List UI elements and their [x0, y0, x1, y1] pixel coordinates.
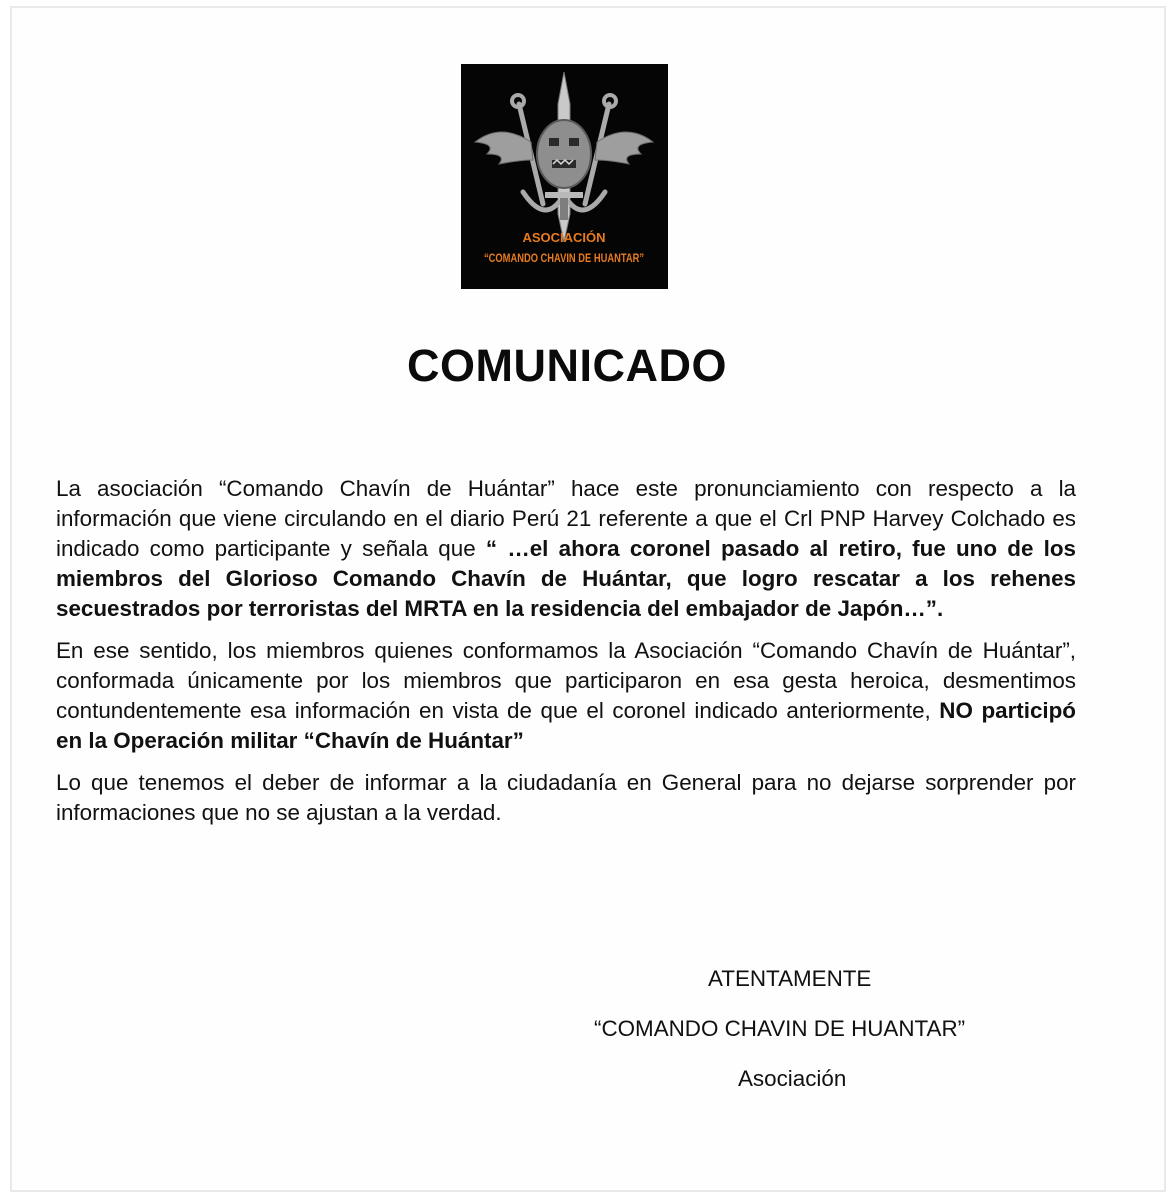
signature-closing: ATENTAMENTE	[708, 966, 872, 991]
paragraph-1-text: La asociación “Comando Chavín de Huántar” hace este pronunciamiento con respecto a la información que viene circulando en el diario Perú 21 referente a que el Crl PNP Harvey Colchado es indicado como participante y señala que	[56, 476, 1076, 561]
paragraph-1-quote: “ …el ahora coronel pasado al retiro, fue uno de los miembros del Glorioso Comando Chavín de Huántar, que logro rescatar a los rehenes secuestrados por terroristas del MRTA en la residencia del embajador de Japón…”.	[56, 536, 1076, 621]
signature-organization: “COMANDO CHAVIN DE HUANTAR”	[594, 1016, 966, 1041]
logo-line-1: ASOCIACIÓN	[522, 230, 606, 245]
paragraph-3: Lo que tenemos el deber de informar a la ciudadanía en General para no dejarse sorprender por informaciones que no se ajustan a la verdad.	[56, 770, 1076, 825]
paragraph-2-text: En ese sentido, los miembros quienes conformamos la Asociación “Comando Chavín de Huántar”, conformada únicamente por los miembros que participaron en esa gesta heroica, desmentimos contundentemente esa información en vista de que el coronel indicado anteriormente,	[56, 638, 1076, 723]
document-body	[56, 474, 1076, 840]
paragraph-2-emphasis: NO participó en la Operación militar “Chavín de Huántar”	[56, 698, 1076, 753]
signature-type: Asociación	[738, 1066, 847, 1091]
association-logo	[461, 64, 668, 289]
page-title: COMUNICADO	[407, 340, 727, 391]
paragraph-2	[56, 636, 1076, 756]
logo-line-2: “COMANDO CHAVIN DE HUANTAR”	[484, 253, 644, 265]
paragraph-1	[56, 474, 1076, 624]
logo-emblem-icon	[461, 64, 668, 289]
